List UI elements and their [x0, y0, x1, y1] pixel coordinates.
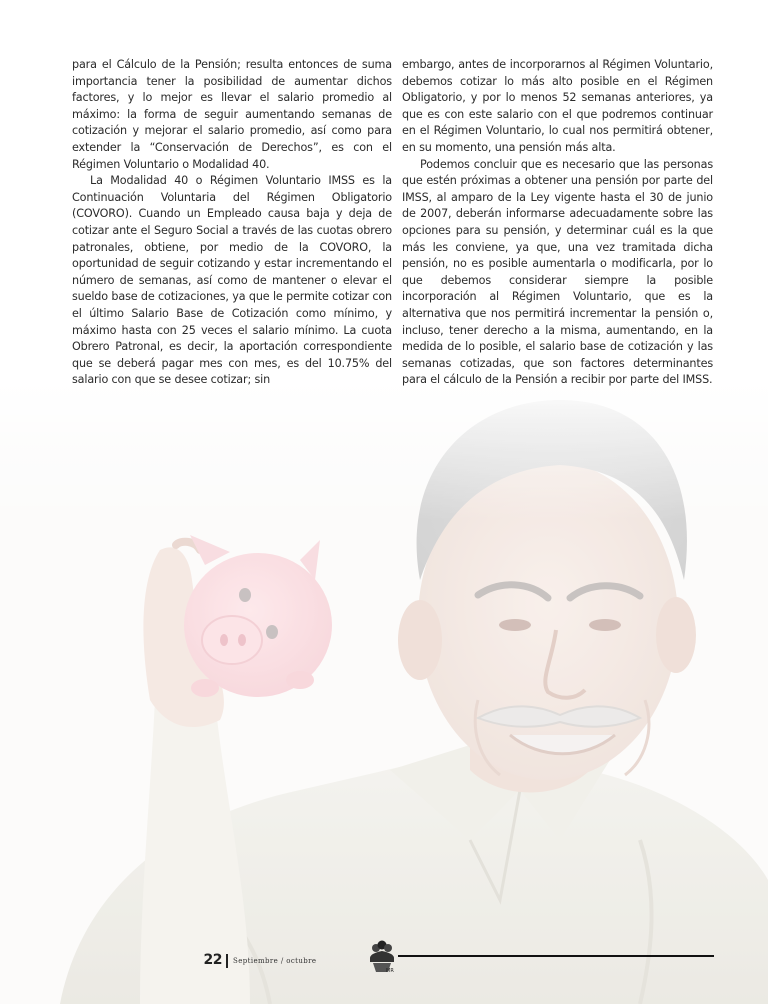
logo-mark: MR	[386, 968, 394, 974]
article-right-column	[402, 57, 713, 389]
paragraph: Podemos concluir que es necesario que las personas que estén próximas a obtener una pensión por parte del IMSS, al amparo de la Ley vigente hasta el 30 de junio de 2007, deberán informarse adecuadamente sobre las opciones para su pensión, y determinar cuál es la que más les conviene, ya que, una vez tramitada dicha pensión, no es posible aumentarla o modificarla, por lo que debemos considerar siempre la posible incorporación al Régimen Voluntario, que es la alternativa que nos permitirá incrementar la pensión o, incluso, tener derecho a la misma, aumentando, en la medida de lo posible, el salario base de cotización y las semanas cotizadas, que son factores determinantes para el cálculo de la Pensión a recibir por parte del IMSS.	[402, 157, 713, 387]
issue-date: Septiembre / octubre	[233, 957, 317, 965]
footer-divider	[226, 954, 228, 968]
paragraph: para el Cálculo de la Pensión; resulta entonces de suma importancia tener la posibilidad de aumentar dichos factores, y lo mejor es llevar el salario promedio al máximo: la forma de seguir aumentando semanas de cotización y mejorar el salario promedio, así como para extender la “Conservación de Derechos”, es con el Régimen Voluntario o Modalidad 40.	[72, 58, 392, 171]
footer-rule	[398, 955, 714, 957]
paragraph: La Modalidad 40 o Régimen Voluntario IMSS es la Continuación Voluntaria del Régimen Obligatorio (COVORO). Cuando un Empleado causa baja y deja de cotizar ante el Seguro Social a través de las cuotas obrero patronales, obtiene, por medio de la COVORO, la oportunidad de seguir cotizando y estar incrementando el número de semanas, así como de mantener o elevar el sueldo base de cotizaciones, ya que le permite cotizar con el último Salario Base de Cotización como mínimo, y máximo hasta con 25 veces el salario mínimo. La cuota Obrero Patronal, es decir, la aportación correspondiente que se deberá pagar mes con mes, es del 10.75% del salario con que se desee cotizar; sin	[72, 174, 392, 387]
paragraph: embargo, antes de incorporarnos al Régimen Voluntario, debemos cotizar lo más alto posible en el Régimen Obligatorio, y por lo menos 52 semanas anteriores, ya que es con este salario con el que podremos continuar en el Régimen Voluntario, lo cual nos permitirá obtener, en su momento, una pensión más alta.	[402, 58, 713, 154]
page-number: 22	[203, 952, 222, 968]
publisher-logo-icon	[368, 940, 396, 980]
article-left-column	[72, 57, 392, 389]
